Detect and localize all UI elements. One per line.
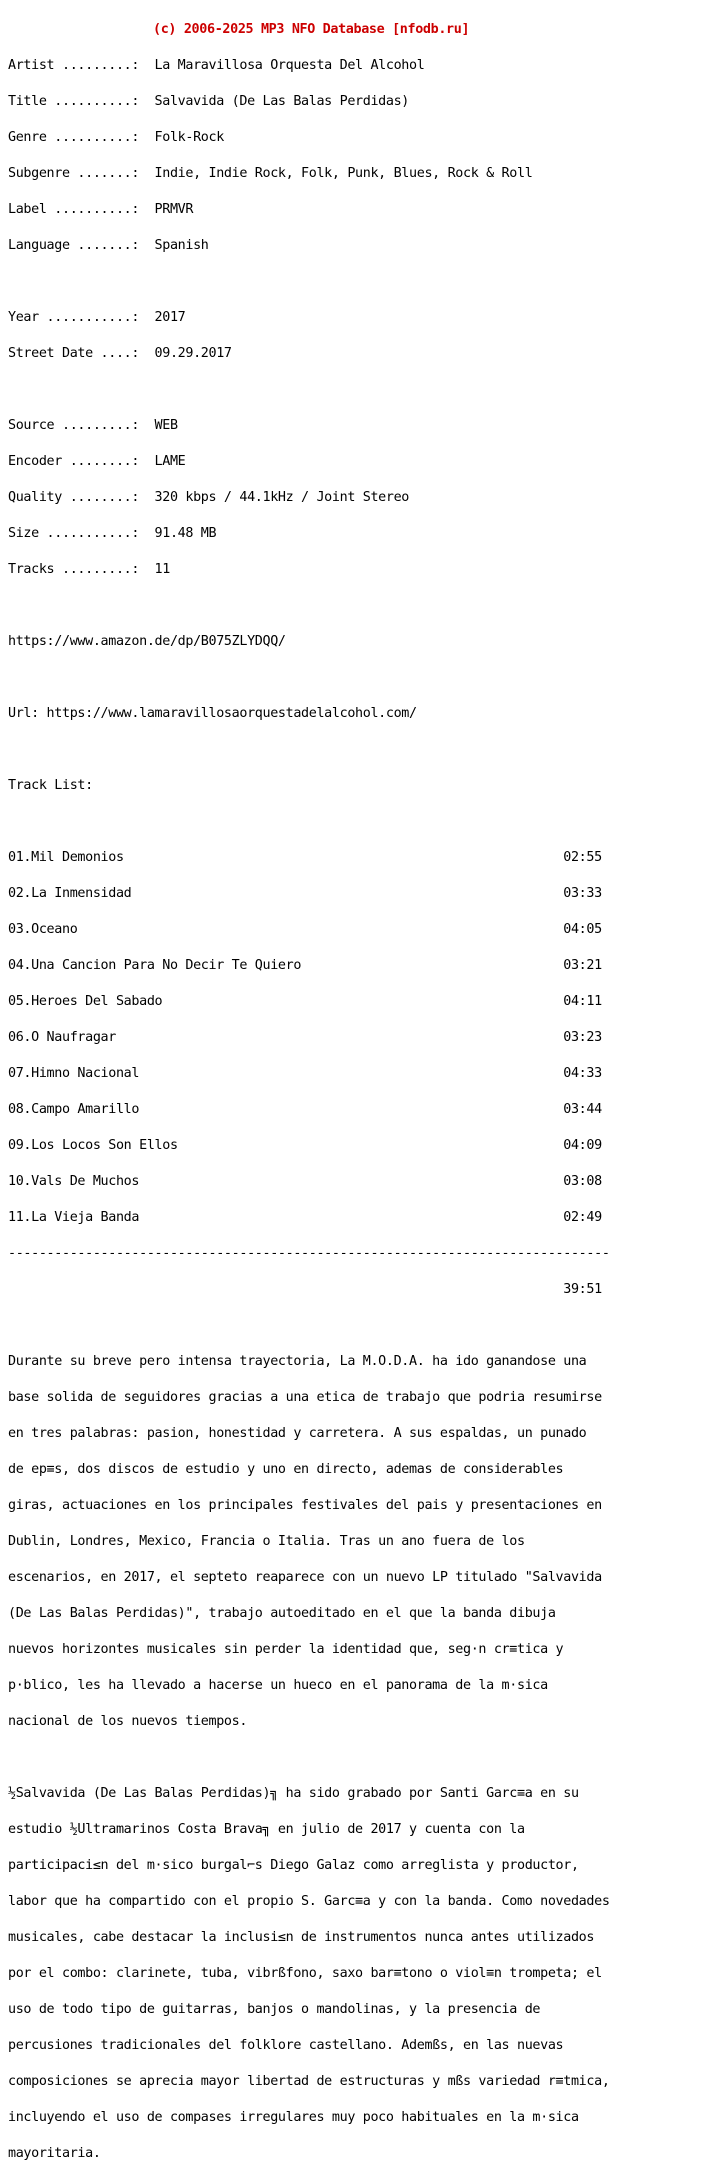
info-label: Label ..........: PRMVR [8, 202, 194, 217]
info-title: Title ..........: Salvavida (De Las Balas Perdidas) [8, 94, 410, 109]
track-row: 03.Oceano 04:05 [8, 922, 602, 937]
description-line: participaci≤n del m·sico burgal⌐s Diego Galaz como arreglista y productor, [8, 1858, 579, 1873]
track-row: 08.Campo Amarillo 03:44 [8, 1102, 602, 1117]
blank-line [8, 672, 610, 684]
track-row: 06.O Naufragar 03:23 [8, 1030, 602, 1045]
track-row: 09.Los Locos Son Ellos 04:09 [8, 1138, 602, 1153]
info-subgenre: Subgenre .......: Indie, Indie Rock, Folk, Punk, Blues, Rock & Roll [8, 166, 533, 181]
track-row: 01.Mil Demonios 02:55 [8, 850, 602, 865]
separator-line: ------------------------------------------------------------------------------ [8, 1246, 610, 1261]
description-line: giras, actuaciones en los principales festivales del pais y presentaciones en [8, 1498, 602, 1513]
info-genre: Genre ..........: Folk-Rock [8, 130, 224, 145]
info-source: Source .........: WEB [8, 418, 178, 433]
info-tracks: Tracks .........: 11 [8, 562, 170, 577]
info-encoder: Encoder ........: LAME [8, 454, 186, 469]
track-row: 07.Himno Nacional 04:33 [8, 1066, 602, 1081]
description-line: mayoritaria. [8, 2146, 101, 2161]
description-line: musicales, cabe destacar la inclusi≤n de instrumentos nunca antes utilizados [8, 1930, 595, 1945]
blank-line [8, 816, 610, 828]
tracklist-title: Track List: [8, 778, 93, 793]
description-line: escenarios, en 2017, el septeto reaparece con un nuevo LP titulado "Salvavida [8, 1570, 602, 1585]
description-line: Dublin, Londres, Mexico, Francia o Italia. Tras un ano fuera de los [8, 1534, 525, 1549]
info-size: Size ...........: 91.48 MB [8, 526, 217, 541]
blank-line [8, 1320, 610, 1332]
blank-line [8, 744, 610, 756]
page-header[interactable]: (c) 2006-2025 MP3 NFO Database [nfodb.ru] [153, 22, 470, 37]
blank-line [8, 1752, 610, 1764]
blank-line [8, 384, 610, 396]
info-street-date: Street Date ....: 09.29.2017 [8, 346, 232, 361]
description-line: base solida de seguidores gracias a una etica de trabajo que podria resumirse [8, 1390, 602, 1405]
info-language: Language .......: Spanish [8, 238, 209, 253]
track-row: 05.Heroes Del Sabado 04:11 [8, 994, 602, 1009]
amazon-url: https://www.amazon.de/dp/B075ZLYDQQ/ [8, 634, 286, 649]
blank-line [8, 600, 610, 612]
description-line: incluyendo el uso de compases irregulares muy poco habituales en la m·sica [8, 2110, 579, 2125]
description-line: estudio ½Ultramarinos Costa Brava╗ en julio de 2017 y cuenta con la [8, 1822, 525, 1837]
description-line: ½Salvavida (De Las Balas Perdidas)╗ ha sido grabado por Santi Garc≡a en su [8, 1786, 579, 1801]
description-line: por el combo: clarinete, tuba, vibrßfono, saxo bar≡tono o viol≡n trompeta; el [8, 1966, 602, 1981]
track-row: 11.La Vieja Banda 02:49 [8, 1210, 602, 1225]
nfo-document [8, 0, 610, 2172]
description-line: percusiones tradicionales del folklore castellano. Ademßs, en las nuevas [8, 2038, 564, 2053]
info-quality: Quality ........: 320 kbps / 44.1kHz / Joint Stereo [8, 490, 410, 505]
info-artist: Artist .........: La Maravillosa Orquesta Del Alcohol [8, 58, 425, 73]
track-row: 10.Vals De Muchos 03:08 [8, 1174, 602, 1189]
description-line: en tres palabras: pasion, honestidad y carretera. A sus espaldas, un punado [8, 1426, 587, 1441]
total-time: 39:51 [8, 1282, 602, 1297]
track-row: 04.Una Cancion Para No Decir Te Quiero 03:21 [8, 958, 602, 973]
description-line: Durante su breve pero intensa trayectoria, La M.O.D.A. ha ido ganandose una [8, 1354, 587, 1369]
description-line: p·blico, les ha llevado a hacerse un hueco en el panorama de la m·sica [8, 1678, 548, 1693]
description-line: (De Las Balas Perdidas)", trabajo autoeditado en el que la banda dibuja [8, 1606, 556, 1621]
track-row: 02.La Inmensidad 03:33 [8, 886, 602, 901]
blank-line [8, 276, 610, 288]
description-line: labor que ha compartido con el propio S. Garc≡a y con la banda. Como novedades [8, 1894, 610, 1909]
site-url: Url: https://www.lamaravillosaorquestadelalcohol.com/ [8, 706, 417, 721]
description-line: de ep≡s, dos discos de estudio y uno en directo, ademas de considerables [8, 1462, 564, 1477]
description-line: nacional de los nuevos tiempos. [8, 1714, 248, 1729]
description-line: composiciones se aprecia mayor libertad de estructuras y mßs variedad r≡tmica, [8, 2074, 610, 2089]
info-year: Year ...........: 2017 [8, 310, 186, 325]
description-line: nuevos horizontes musicales sin perder la identidad que, seg·n cr≡tica y [8, 1642, 564, 1657]
description-line: uso de todo tipo de guitarras, banjos o mandolinas, y la presencia de [8, 2002, 541, 2017]
